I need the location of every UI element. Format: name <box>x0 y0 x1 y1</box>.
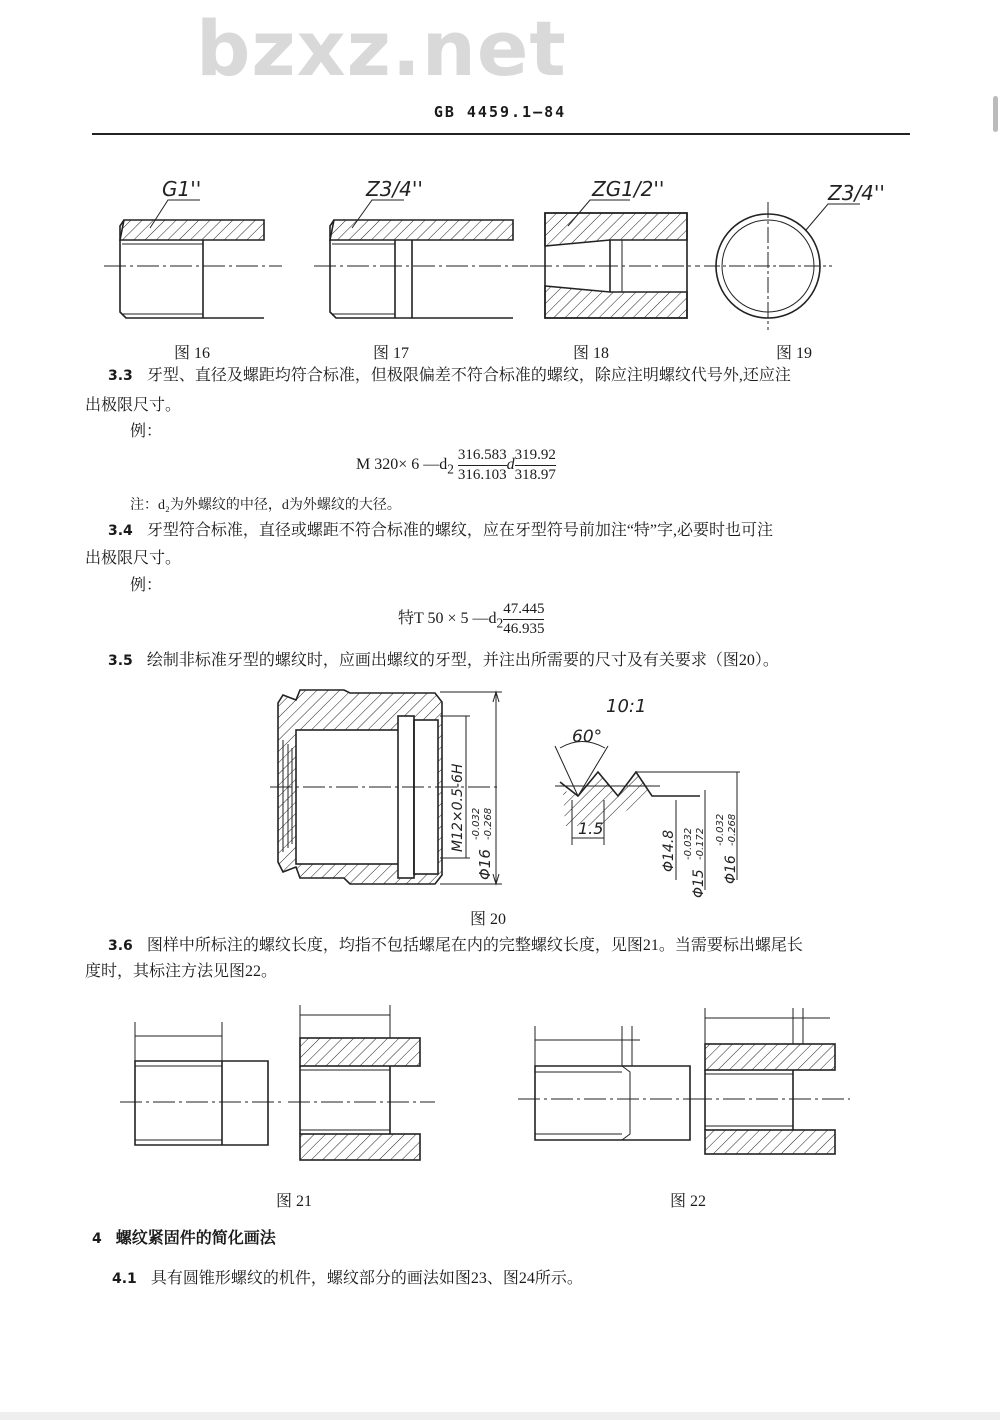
section-text: 牙型、直径及螺距均符合标准，但极限偏差不符合标准的螺纹，除应注明螺纹代号外,还应注 <box>146 367 791 384</box>
fig20-angle: 60° <box>572 727 603 747</box>
section-4-heading <box>92 1225 276 1253</box>
fig20-d16b-tol-low: -0.268 <box>727 813 738 846</box>
fig20-d15-tol-low: -0.172 <box>695 827 706 860</box>
figure-20-thread-profile <box>555 742 740 891</box>
fig17-caption: 图 17 <box>373 345 410 362</box>
fig20-d15: Φ15 <box>691 869 707 898</box>
section-3-3-line2: 出极限尺寸。 <box>85 397 182 414</box>
fig21-caption: 图 21 <box>276 1193 313 1210</box>
fig19-caption: 图 19 <box>776 345 813 362</box>
example-label: 例： <box>130 423 163 440</box>
figure-22-drawing <box>518 1008 850 1154</box>
section-number: 4.1 <box>112 1271 137 1287</box>
scrollbar-thumb[interactable] <box>993 96 998 132</box>
fig20-d15-tol-up: -0.032 <box>683 827 694 860</box>
fig16-label: G1'' <box>162 177 202 201</box>
section-number: 3.6 <box>108 938 133 954</box>
figure-20-section-drawing <box>270 690 502 884</box>
fig18-caption: 图 18 <box>573 345 610 362</box>
section-title: 螺纹紧固件的简化画法 <box>115 1230 276 1247</box>
fig20-dia16-tol-low: -0.268 <box>483 807 494 840</box>
scrollbar[interactable] <box>990 0 1000 1420</box>
formula-prefix: M 320× 6 —d <box>356 456 448 474</box>
section-text: 图样中所标注的螺纹长度，均指不包括螺尾在内的完整螺纹长度，见图21。当需要标出螺尾长 <box>146 937 803 954</box>
fig22-caption: 图 22 <box>670 1193 707 1210</box>
section-3-4-line1 <box>108 517 773 545</box>
section-text: 具有圆锥形螺纹的机件，螺纹部分的画法如图23、图24所示。 <box>150 1270 583 1287</box>
fig20-dia16-tol-up: -0.032 <box>471 807 482 840</box>
formula-3-3 <box>356 446 556 485</box>
fig17-label: Z3/4'' <box>366 177 423 201</box>
section-text: 绘制非标准牙型的螺纹时，应画出螺纹的牙型，并注出所需要的尺寸及有关要求（图20）。 <box>146 652 779 669</box>
section-3-5 <box>108 647 779 675</box>
fraction: $\frac{319.92}{318.97}$ <box>514 447 556 483</box>
formula-subscript: 2 <box>496 615 504 631</box>
fig20-thread-dim: M12×0.5-6H <box>450 763 466 852</box>
section-number: 4 <box>92 1231 102 1247</box>
section-3-6-line1 <box>108 932 803 960</box>
fig20-d148: Φ14.8 <box>661 829 677 872</box>
page-header: GB 4459.1—84 <box>433 103 567 121</box>
section-3-3-line1 <box>108 362 791 390</box>
figure-17-drawing <box>314 200 528 318</box>
section-number: 3.3 <box>108 368 133 384</box>
fig20-caption: 图 20 <box>470 911 507 928</box>
figure-16-drawing <box>104 200 282 318</box>
example-label: 例： <box>130 577 163 594</box>
fig16-caption: 图 16 <box>174 345 211 362</box>
formula-prefix: 特T 50 × 5 —d <box>398 610 497 628</box>
watermark: bzxz.net <box>196 4 567 93</box>
bottom-edge <box>0 1412 1000 1420</box>
formula-symbol: d <box>506 456 515 474</box>
figure-21-drawing <box>120 1005 435 1160</box>
fig20-d16b: Φ16 <box>723 855 739 884</box>
fraction: $\frac{47.445}{46.935}$ <box>503 601 545 637</box>
figure-18-drawing <box>530 200 700 318</box>
fig19-label: Z3/4'' <box>828 181 885 205</box>
fig20-pitch: 1.5 <box>578 819 604 838</box>
section-4-1 <box>112 1265 583 1293</box>
fig20-dia16: Φ16 <box>476 849 494 880</box>
section-3-6-line2: 度时，其标注方法见图22。 <box>85 963 278 980</box>
fraction: $\frac{316.583}{316.103}$ <box>457 447 507 483</box>
note-3-3: 注：d₂为外螺纹的中径，d为外螺纹的大径。 <box>130 498 401 513</box>
figure-19-drawing <box>704 202 860 330</box>
formula-3-4 <box>398 600 544 639</box>
section-number: 3.4 <box>108 523 133 539</box>
formula-subscript: 2 <box>447 461 454 477</box>
fig20-d16b-tol-up: -0.032 <box>715 813 726 846</box>
fig20-scale: 10:1 <box>606 696 647 717</box>
section-text: 牙型符合标准，直径或螺距不符合标准的螺纹，应在牙型符号前加注“特”字,必要时也可注 <box>146 522 774 539</box>
section-number: 3.5 <box>108 653 133 669</box>
section-3-4-line2: 出极限尺寸。 <box>85 550 182 567</box>
fig18-label: ZG1/2'' <box>592 177 665 201</box>
